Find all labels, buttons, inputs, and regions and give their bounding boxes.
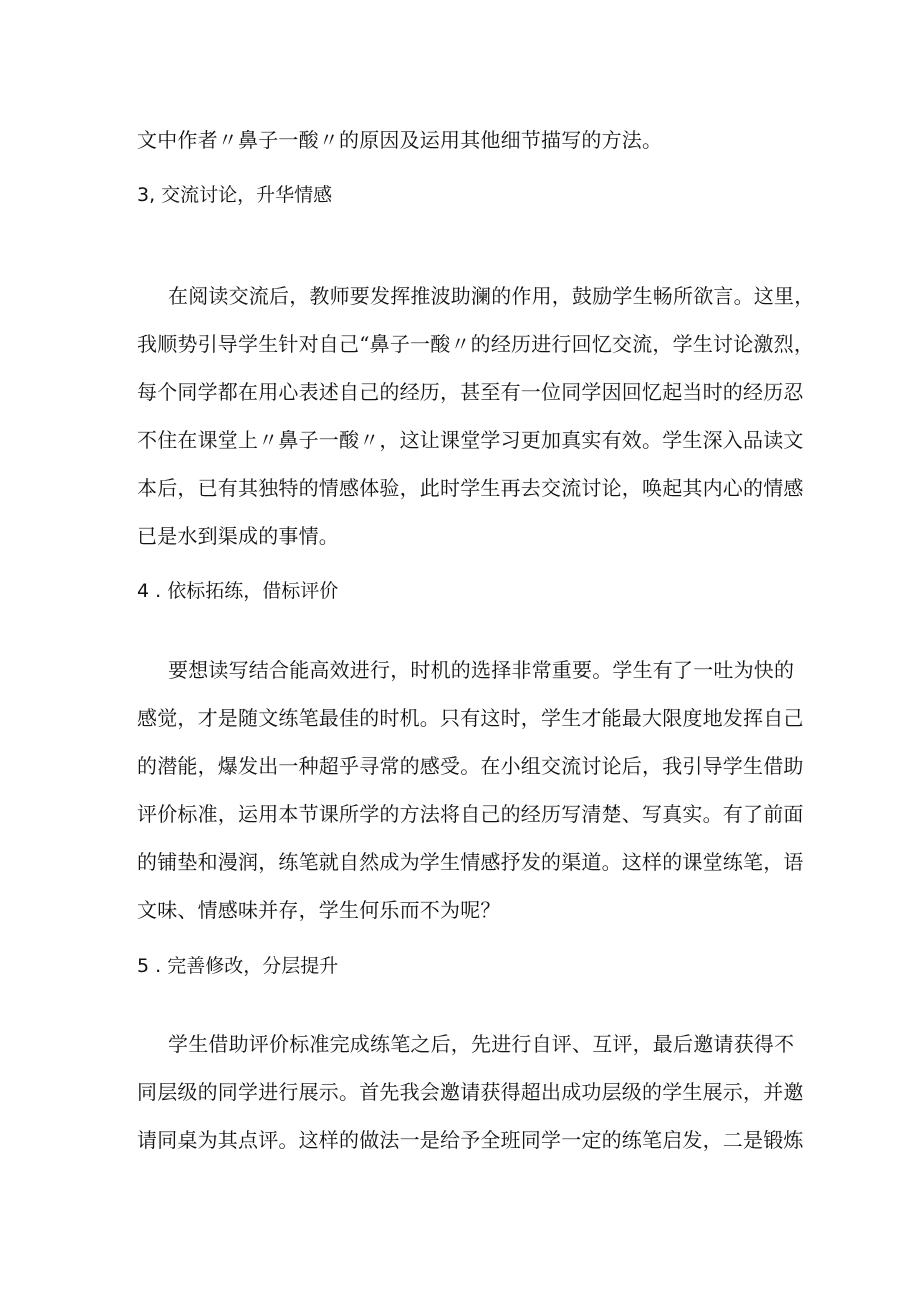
paragraph-line: 感觉，才是随文练笔最佳的时机。只有这时，学生才能最大限度地发挥自己 — [137, 706, 804, 730]
paragraph-line: 请同桌为其点评。这样的做法一是给予全班同学一定的练笔启发，二是锻炼 — [137, 1128, 804, 1152]
paragraph-line: 我顺势引导学生针对自己“鼻子一酸〃的经历进行回忆交流，学生讨论激烈， — [137, 332, 815, 356]
paragraph-line: 学生借助评价标准完成练笔之后，先进行自评、互评，最后邀请获得不 — [168, 1032, 795, 1056]
paragraph-line: 不住在课堂上〃鼻子一酸〃，这让课堂学习更加真实有效。学生深入品读文 — [137, 428, 804, 452]
paragraph-line: 同层级的同学进行展示。首先我会邀请获得超出成功层级的学生展示，并邀 — [137, 1080, 804, 1104]
section-heading: 3, 交流讨论，升华情感 — [137, 184, 333, 206]
paragraph-line: 文中作者〃鼻子一酸〃的原因及运用其他细节描写的方法。 — [137, 128, 663, 152]
paragraph-line: 文味、情感味并存，学生何乐而不为呢？ — [137, 898, 501, 922]
paragraph-line: 要想读写结合能高效进行，时机的选择非常重要。学生有了一吐为快的 — [168, 658, 795, 682]
paragraph-line: 的铺垫和漫润，练笔就自然成为学生情感抒发的渠道。这样的课堂练笔，语 — [137, 850, 804, 874]
paragraph-line: 评价标准，运用本节课所学的方法将自己的经历写清楚、写真实。有了前面 — [137, 802, 804, 826]
section-heading: 4 . 依标拓练，借标评价 — [137, 580, 339, 602]
paragraph-line: 本后，已有其独特的情感体验，此时学生再去交流讨论，唤起其内心的情感 — [137, 476, 804, 500]
paragraph-line: 已是水到渠成的事情。 — [137, 524, 339, 548]
paragraph-line: 的潜能，爆发出一种超乎寻常的感受。在小组交流讨论后，我引导学生借助 — [137, 754, 804, 778]
paragraph-line: 在阅读交流后，教师要发挥推波助澜的作用，鼓励学生畅所欲言。这里， — [168, 284, 815, 308]
paragraph-line: 每个同学都在用心表述自己的经历，甚至有一位同学因回忆起当时的经历忍 — [137, 380, 804, 404]
section-heading: 5 . 完善修改，分层提升 — [137, 955, 339, 977]
